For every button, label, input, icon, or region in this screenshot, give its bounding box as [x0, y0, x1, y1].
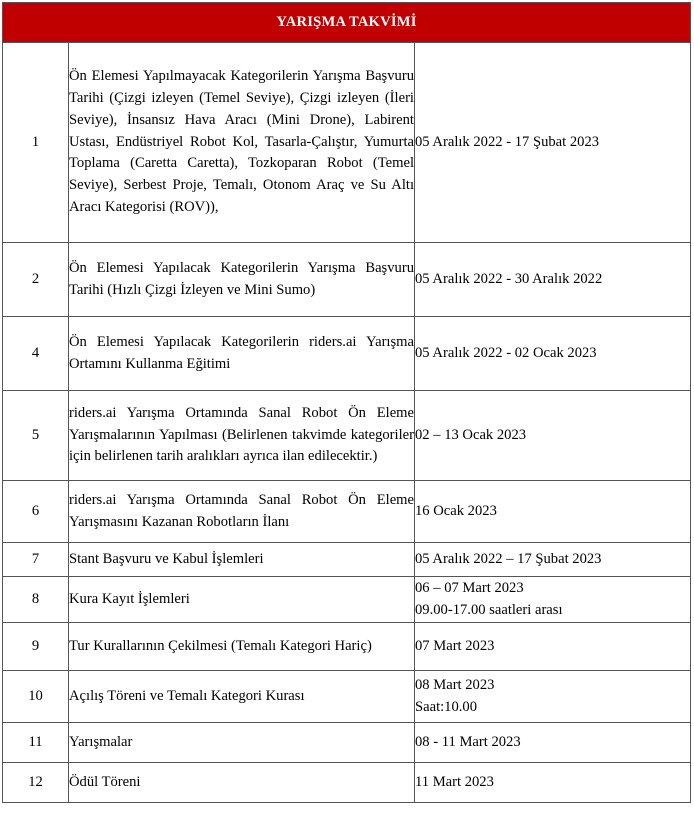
- row-date: [415, 671, 691, 723]
- date-text: 11 Mart 2023: [415, 773, 494, 790]
- date-text: 08 Mart 2023: [415, 677, 495, 694]
- event-text: Ödül Töreni: [69, 773, 141, 790]
- table-row: [3, 723, 691, 763]
- row-event: [69, 391, 415, 481]
- date-text: 02 – 13 Ocak 2023: [415, 426, 527, 443]
- table-row: [3, 43, 691, 243]
- row-date: [415, 623, 691, 671]
- event-text: riders.ai Yarışma Ortamında Sanal Robot Ön Eleme Yarışmasını Kazanan Robotların İlanı: [69, 491, 414, 530]
- row-date: [415, 481, 691, 543]
- row-event: [69, 317, 415, 391]
- row-event: [69, 481, 415, 543]
- event-text: Tur Kurallarının Çekilmesi (Temalı Kategori Hariç): [69, 637, 372, 654]
- event-text: riders.ai Yarışma Ortamında Sanal Robot Ön Eleme Yarışmalarının Yapılması (Belirlenen takvimde kategoriler için belirlenen tarih aralıkları ayrıca ilan edilecektir.): [69, 404, 414, 465]
- row-date: [415, 43, 691, 243]
- row-date: [415, 577, 691, 623]
- schedule-container: [2, 2, 691, 803]
- date-text: 06 – 07 Mart 2023: [415, 580, 524, 597]
- table-title: YARIŞMA TAKVİMİ: [3, 3, 691, 43]
- table-row: [3, 671, 691, 723]
- table-header-row: [3, 3, 691, 43]
- table-row: [3, 623, 691, 671]
- date-text: 07 Mart 2023: [415, 637, 495, 654]
- date-text: 16 Ocak 2023: [415, 502, 497, 519]
- row-date: [415, 543, 691, 577]
- row-number: 6: [3, 481, 69, 543]
- table-row: [3, 317, 691, 391]
- row-number: 8: [3, 577, 69, 623]
- row-event: [69, 723, 415, 763]
- row-event: [69, 623, 415, 671]
- table-row: [3, 391, 691, 481]
- row-number: 4: [3, 317, 69, 391]
- row-event: [69, 671, 415, 723]
- table-row: [3, 243, 691, 317]
- row-number: 12: [3, 763, 69, 803]
- table-row: [3, 763, 691, 803]
- row-event: [69, 43, 415, 243]
- event-text: Stant Başvuru ve Kabul İşlemleri: [69, 550, 264, 567]
- event-text: Ön Elemesi Yapılmayacak Kategorilerin Yarışma Başvuru Tarihi (Çizgi izleyen (Temel Seviye), Çizgi izleyen (İleri Seviye), İnsansız Hava Aracı (Mini Drone), Labirent Ustası, Endüstriyel Robot Kol, Tasarla-Çalıştır, Yumurta Toplama (Caretta Caretta), Tozkoparan Robot (Temel Seviye), Serbest Proje, Temalı, Otonom Araç ve Su Altı Aracı Kategorisi (ROV)),: [69, 68, 414, 215]
- row-number: 7: [3, 543, 69, 577]
- row-event: [69, 577, 415, 623]
- schedule-table: [2, 2, 691, 803]
- event-text: Açılış Töreni ve Temalı Kategori Kurası: [69, 687, 305, 704]
- row-event: [69, 243, 415, 317]
- row-date: [415, 763, 691, 803]
- event-text: Ön Elemesi Yapılacak Kategorilerin riders.ai Yarışma Ortamını Kullanma Eğitimi: [69, 333, 414, 372]
- row-number: 1: [3, 43, 69, 243]
- event-text: Ön Elemesi Yapılacak Kategorilerin Yarışma Başvuru Tarihi (Hızlı Çizgi İzleyen ve Mini Sumo): [69, 259, 414, 298]
- row-event: [69, 543, 415, 577]
- time-text: Saat:10.00: [415, 698, 478, 715]
- date-text: 08 - 11 Mart 2023: [415, 733, 521, 750]
- row-number: 11: [3, 723, 69, 763]
- row-event: [69, 763, 415, 803]
- row-number: 2: [3, 243, 69, 317]
- table-row: [3, 481, 691, 543]
- date-text: 05 Aralık 2022 - 30 Aralık 2022: [415, 270, 603, 287]
- row-date: [415, 391, 691, 481]
- row-number: 10: [3, 671, 69, 723]
- row-number: 9: [3, 623, 69, 671]
- row-date: [415, 317, 691, 391]
- table-row: [3, 543, 691, 577]
- date-text: 05 Aralık 2022 - 17 Şubat 2023: [415, 133, 600, 150]
- event-text: Kura Kayıt İşlemleri: [69, 590, 190, 607]
- event-text: Yarışmalar: [69, 733, 133, 750]
- row-date: [415, 243, 691, 317]
- row-number: 5: [3, 391, 69, 481]
- table-row: [3, 577, 691, 623]
- date-text: 05 Aralık 2022 – 17 Şubat 2023: [415, 550, 602, 567]
- time-text: 09.00-17.00 saatleri arası: [415, 601, 563, 618]
- date-text: 05 Aralık 2022 - 02 Ocak 2023: [415, 344, 597, 361]
- row-date: [415, 723, 691, 763]
